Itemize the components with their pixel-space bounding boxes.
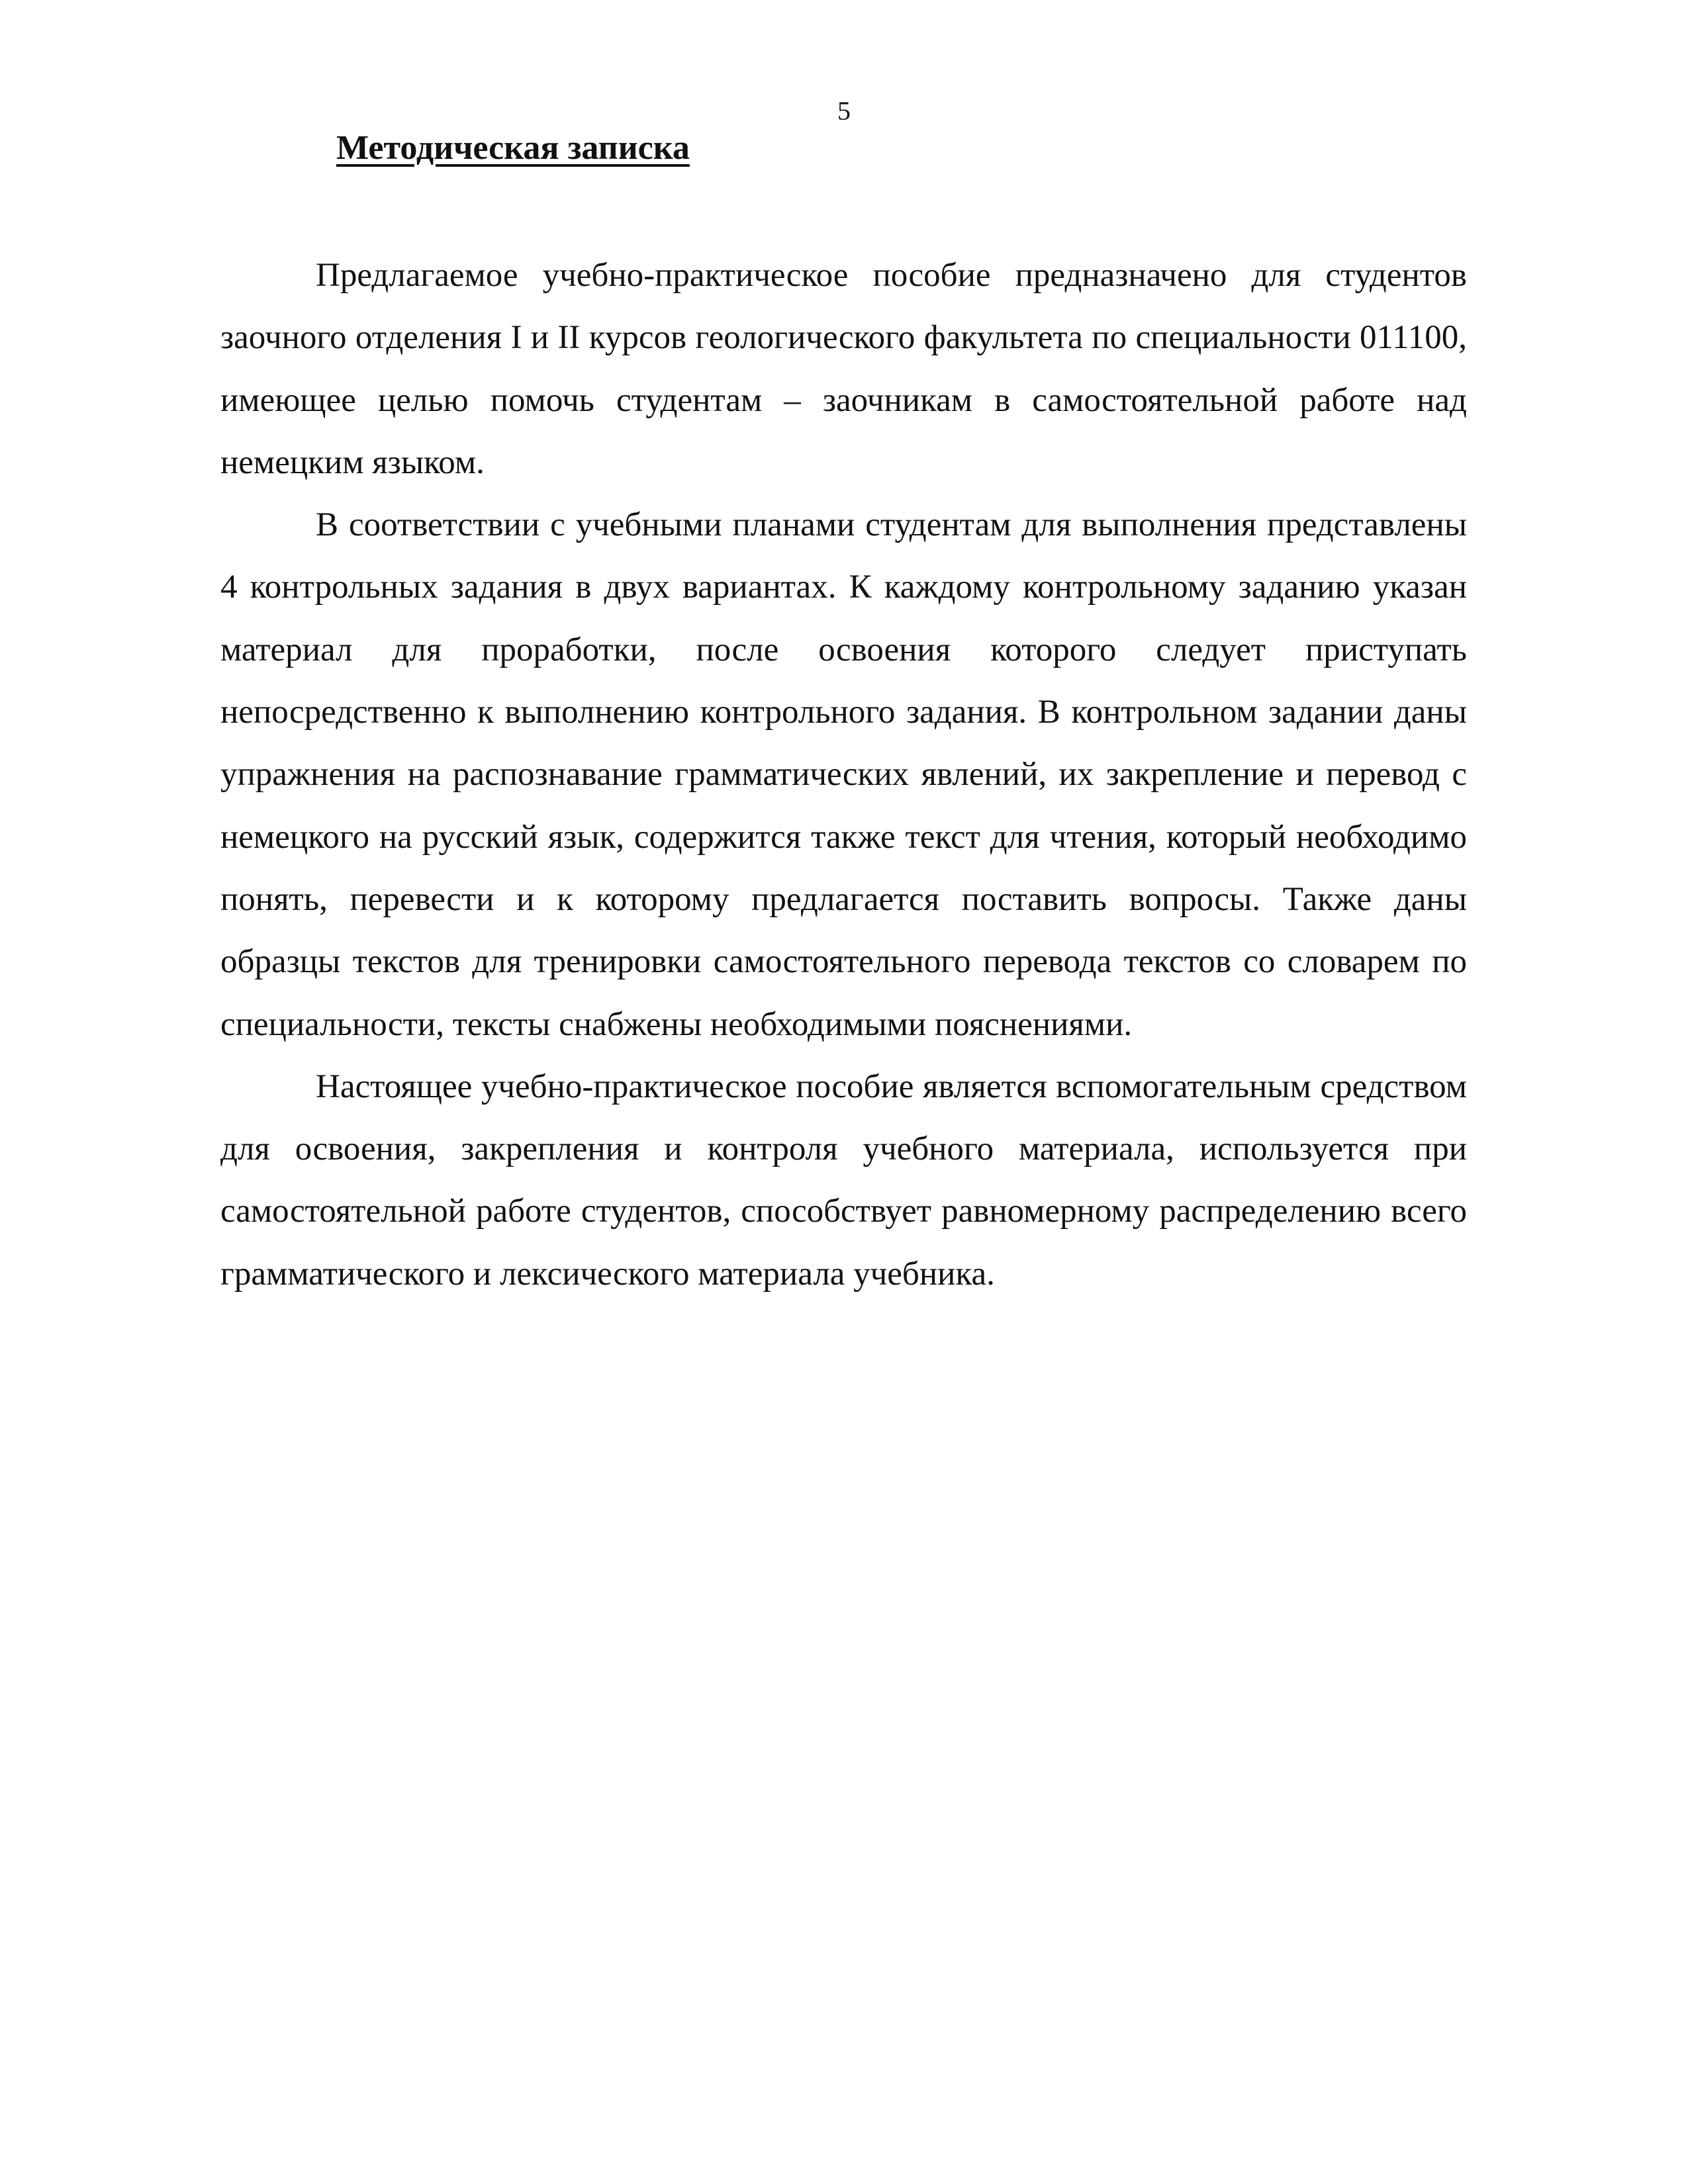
paragraph-intro: Предлагаемое учебно-практическое пособие предназначено для студентов заочного отделения I и II курсов геологического факультета по специальности 011100, имеющее целью помочь студентам – заочникам в самостоятельной работе над немецким языком. [220, 257, 1467, 481]
paragraph-purpose: Настоящее учебно-практическое пособие является вспомогательным средством для освоения, закрепления и контроля учебного материала, используется при самостоятельной работе студентов, способствует равномерному распределению всего грамматического и лексического материала учебника. [220, 1068, 1467, 1293]
body-text [220, 244, 1467, 1305]
paragraph-assignments: В соответствии с учебными планами студентам для выполнения представлены 4 контрольных задания в двух вариантах. К каждому контрольному заданию указан материал для проработки, после освоения которого следует приступать непосредственно к выполнению контрольного задания. В контрольном задании даны упражнения на распознавание грамматических явлений, их закрепление и перевод с немецкого на русский язык, содержится также текст для чтения, который необходимо понять, перевести и к которому предлагается поставить вопросы. Также даны образцы текстов для тренировки самостоятельного перевода текстов со словарем по специальности, тексты снабжены необходимыми пояснениями. [220, 506, 1467, 1043]
page-title: Методическая записка [336, 129, 690, 167]
page-number: 5 [837, 96, 851, 126]
